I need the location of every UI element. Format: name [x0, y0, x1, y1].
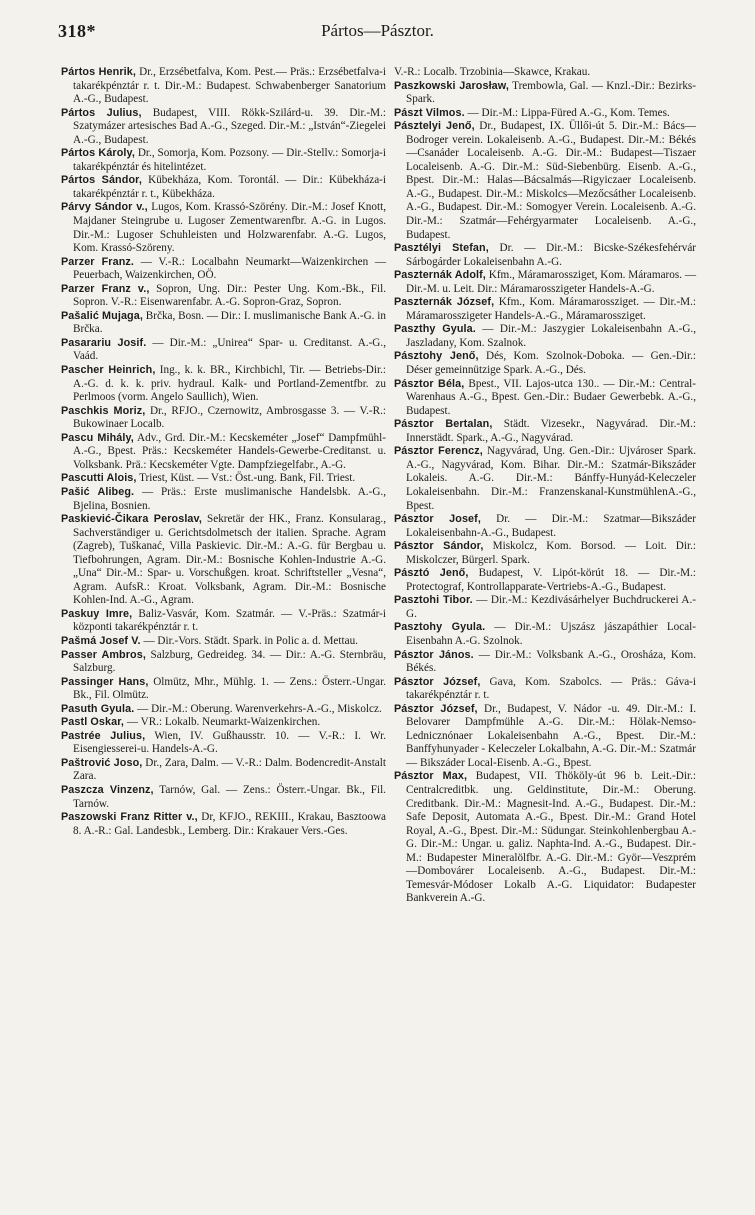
- directory-entry: [394, 594, 696, 621]
- entry-body: Dr., Budapest, IX. Üllői-út 5. Dir.-M.: Bács—Bodroger verein. Lokaleisenb. A.-G., Budapest. Dir.-M.: Békés—Csanáder Localeisenb. A.-G. Dir.-M.: Budapest—Tiszaer Localeisenb. A.-G. Dir.-M.: Süd-Siebenbürg. Eisenb. A.-G., Bpest. Dir.-M.: Halas—Bácsalmás—Rigyiczaer Localeisenb. A.-G., Budapest. Dir.-M.: Miskolcs—Mezőcsáther Localeisenb. A.-G., Budapest. Dir.-M.: Somogyer Verein. Localeisenb. A.-G. Dir.-M.: Szatmár—Fehérgyarmater Localeisenb. A.-G., Budapest.: [406, 120, 696, 241]
- directory-entry: [61, 649, 386, 676]
- directory-entry: [394, 120, 696, 242]
- entry-name: Pásztó Jenő,: [394, 567, 469, 580]
- directory-entry: [61, 784, 386, 811]
- directory-entry: [61, 337, 386, 364]
- entry-name: Pásztelyi Jenő,: [394, 120, 475, 133]
- entry-body: Budapest, V. Lipót-körút 18. — Dir.-M.: Protectograf, Kontrollapparate-Vertriebs-A.-G., Budapest.: [406, 567, 697, 593]
- entry-name: Pascher Heinrich,: [61, 364, 156, 377]
- directory-entry: [394, 269, 696, 296]
- entry-name: Pásztor József,: [394, 702, 478, 715]
- entry-name: Pascutti Alois,: [61, 472, 137, 485]
- directory-entry: [394, 513, 696, 540]
- entry-body: — Dir.-M.: „Unirea“ Spar- u. Creditanst. A.-G., Vaád.: [73, 336, 386, 363]
- entry-body: — Dir.-M.: Oberung. Warenverkehrs-A.-G., Miskolcz.: [137, 702, 382, 715]
- entry-body: Kübekháza, Kom. Torontál. — Dir.: Kübekháza-i takarékpénztár r. t., Kübekháza.: [73, 174, 386, 200]
- entry-body: Triest, Küst. — Vst.: Öst.-ung. Bank, Fil. Triest.: [139, 472, 356, 485]
- entry-name: Pásztor János.: [394, 648, 474, 661]
- directory-entry: [394, 567, 696, 594]
- entry-body: Budapest, VII. Thököly-út 96 b. Leit.-Dir.: Centralcreditbk. ung. Geldinstitute, Dir.-M.: Oberung. Creditbank. Dir.-M.: Magnesit-Ind. A.-G., Budapest. Dir.-M.: Safe Deposit, Automata A.-G., Bpest. Dir.-M.: Grand Hotel Royal, A.-G., Bpest. Dir.-M.: Südungar. Steinkohlenbergbau A.-G. Dir.-M.: Ungar. u. galiz. Naphta-Ind. A.-G., Budapest. Dir.-M.: Budapester Mineralölfbr. A.-G. Dir.-M.: Györ—Veszprém—Dombovárer Localeisenb. A.-G., Budapest. Dir.-M.: Temesvár-Módoser Lokalb A.-G. Liquidator: Budapester Bankverein A.-G.: [406, 770, 696, 905]
- left-column: [61, 66, 386, 838]
- directory-entry: [61, 310, 386, 337]
- entry-name: Pastl Oskar,: [61, 716, 125, 729]
- directory-entry: [394, 107, 696, 121]
- entry-body: Sekretär der HK., Franz. Konsularag., Sachverständiger u. Gerichtsdolmetsch der italien. Sprache. Agram (Zagreb), Tuškanać, Villa Paskievic. Dir.-M.: A.-G. für Bergbau u. Tiefbohrungen, Agram. Dir.-M.: Bosnische Kohlen-Industrie A.-G. „Una“ Dir.-M.: Spar- u. Vorschußgen. kroat. Schriftsteller „Vesna“, Agram. AufsR.: Kroat. Volksbank, Agram. Dir.-M.: Bosnische Kohlen-Ind. A.-G., Agram.: [73, 513, 387, 607]
- directory-entry: [61, 432, 386, 473]
- directory-entry: [61, 811, 386, 838]
- directory-entry: [61, 201, 386, 255]
- entry-name: Passinger Hans,: [61, 675, 149, 688]
- directory-entry: [61, 364, 386, 405]
- entry-body: Dés, Kom. Szolnok-Doboka. — Gen.-Dir.: Déser gemeinnützige Spark. A.-G., Dés.: [406, 350, 697, 377]
- directory-entry: [394, 703, 696, 771]
- directory-entry: [61, 472, 386, 486]
- entry-name: Pártos Henrik,: [61, 66, 136, 78]
- entry-name: Párvy Sándor v.,: [61, 201, 148, 214]
- directory-entry: [61, 513, 386, 608]
- entry-body: — Dir.-M.: Lippa-Füred A.-G., Kom. Temes.: [467, 106, 670, 119]
- entry-name: Paszowski Franz Ritter v.,: [61, 811, 198, 824]
- entry-name: Paschkis Moriz,: [61, 404, 146, 417]
- entry-body: Dr, KFJO., REKIII., Krakau, Basztoowa 8. A.-R.: Gal. Landesbk., Lemberg. Dir.: Krakauer Vers.-Ges.: [73, 811, 387, 837]
- entry-body: Bpest., VII. Lajos-utca 130.. — Dir.-M.: Central-Warenhaus A.-G., Bpest. Gen.-Dir.: Budaer Gewerbebk. A.-G., Budapest.: [406, 377, 696, 417]
- entry-body: Nagyvárad, Ung. Gen.-Dir.: Ujvároser Spark. A.-G., Nagyvárad, Kom. Bihar. Dir.-M.: Szatmár-Bikszáder Lokaleis. A.-G. Dir.-M.: Bánffy-Hunyád-Keleczeler Lokaleisenbahn. Dir.-M.: Franzenskanal-KunstmühlenA.-G., Bpest.: [406, 445, 697, 512]
- entry-name: Pásztor Ferencz,: [394, 445, 483, 458]
- entry-name: Pasuth Gyula.: [61, 702, 135, 715]
- directory-entry: [61, 283, 386, 310]
- page-number: 318*: [58, 21, 96, 41]
- entry-name: Pásztor Bertalan,: [394, 418, 493, 431]
- entry-name: Pasztohy Gyula.: [394, 621, 486, 634]
- directory-entry: [394, 418, 696, 445]
- entry-name: Paszternák József,: [394, 296, 495, 309]
- entry-body: Baliz-Vasvár, Kom. Szatmár. — V.-Präs.: Szatmár-i központi takarékpénztár r. t.: [73, 607, 386, 634]
- entry-name: Pásztor Béla,: [394, 377, 465, 390]
- running-title: Pártos—Pásztor.: [321, 21, 434, 40]
- directory-entry: [394, 676, 696, 703]
- entry-body: Trembowla, Gal. — Knzl.-Dir.: Bezirks-Spark.: [406, 79, 696, 106]
- directory-entry: [394, 649, 696, 676]
- entry-name: Pascu Mihály,: [61, 431, 134, 444]
- directory-entry: [61, 486, 386, 513]
- directory-entry: [394, 242, 696, 269]
- directory-entry: [394, 378, 696, 419]
- entry-name: Pártos Károly,: [61, 147, 135, 160]
- entry-name: Parzer Franz v.,: [61, 282, 150, 295]
- directory-entry: [394, 80, 696, 107]
- entry-body: Adv., Grd. Dir.-M.: Kecskeméter „Josef“ Dampfmühl-A.-G., Bpest. Präs.: Kecskeméter Handels-Gewerbe-Creditanst. u. Volksbank. Prä.: Kecskeméter Vgte. Dampfziegelfabr., A.-G.: [73, 431, 386, 471]
- entry-body: Dr. — Dir.-M.: Szatmar—Bikszáder Lokaleisenbahn-A.-G., Budapest.: [406, 513, 697, 539]
- entry-body: — Dir.-M.: Volksbank A.-G., Orosháza, Kom. Békés.: [406, 648, 697, 675]
- entry-body: Dr. — Dir.-M.: Bicske-Székesfehérvár Sárbogárder Lokaleisenbahn A.-G.: [406, 242, 697, 268]
- entry-body: V.-R.: Localb. Trzobinia—Skawce, Krakau.: [394, 66, 591, 78]
- entry-body: Budapest, VIII. Rökk-Szilárd-u. 39. Dir.-M.: Szatymázer artesisches Bad A.-G., Szeged. Dir.-M.: „István“-Ziegelei A.-G., Budapest.: [73, 106, 387, 146]
- entry-body: Ing., k. k. BR., Kirchbichl, Tir. — Betriebs-Dir.: A.-G. d. k. k. priv. hydraul. Kalk- und Portland-Zementfbr. zu Perlmoos (vorm. Angelo Saullich), Wien.: [73, 364, 387, 404]
- entry-body: Dr., Erzsébetfalva, Kom. Pest.— Präs.: Erzsébetfalva-i takarékpénztár r. t. Dir.-M.: Budapest. Schwabenberger Sanatorium A.-G., Budapest.: [73, 66, 387, 106]
- entry-name: Paštrović Joso,: [61, 756, 143, 769]
- entry-body: Salzburg, Gedreideg. 34. — Dir.: A.-G. Sternbräu, Salzburg.: [73, 648, 387, 675]
- entry-name: Pásztor Max,: [394, 770, 468, 783]
- entry-body: Tarnów, Gal. — Zens.: Österr.-Ungar. Bk., Fil. Tarnów.: [73, 783, 386, 810]
- directory-entry: [61, 174, 386, 201]
- directory-entry: [61, 405, 386, 432]
- directory-entry: [394, 540, 696, 567]
- entry-body: — Dir.-M.: Ujszász jászapáthier Local-Eisenbahn A.-G. Szolnok.: [406, 621, 697, 647]
- directory-entry: [61, 635, 386, 649]
- directory-entry: [61, 256, 386, 283]
- entry-name: Pastrée Julius,: [61, 729, 146, 742]
- entry-name: Paszcza Vinzenz,: [61, 783, 154, 796]
- entry-body: Dr., Zara, Dalm. — V.-R.: Dalm. Bodencredit-Anstalt Zara.: [73, 756, 386, 783]
- entry-name: Pasztohi Tibor.: [394, 594, 473, 607]
- directory-entry: [61, 66, 386, 107]
- entry-name: Paszthy Gyula.: [394, 323, 476, 336]
- entry-name: Pártos Julius,: [61, 106, 142, 119]
- entry-name: Pásztor Josef,: [394, 513, 481, 526]
- directory-entry: [394, 770, 696, 905]
- directory-entry: [61, 703, 386, 717]
- entry-body: Brčka, Bosn. — Dir.: I. muslimanische Bank A.-G. in Brčka.: [73, 309, 386, 336]
- entry-body: — Dir.-Vors. Städt. Spark. in Polic a. d. Mettau.: [143, 634, 358, 647]
- directory-entry: [394, 66, 696, 80]
- entry-name: Pašić Alibeg.: [61, 485, 135, 498]
- directory-entry: [61, 676, 386, 703]
- directory-entry: [61, 757, 386, 784]
- entry-body: Kfm., Kom. Máramarossziget. — Dir.-M.: Máramarosszigeter Handels-A.-G., Máramarossziget.: [406, 296, 697, 322]
- entry-body: Sopron, Ung. Dir.: Pester Ung. Kom.-Bk., Fil. Sopron. V.-R.: Eisenwarenfabr. A.-G. Sopron-Graz, Sopron.: [73, 282, 386, 309]
- entry-name: Passer Ambros,: [61, 648, 146, 661]
- entry-body: Dr., Somorja, Kom. Pozsony. — Dir.-Stellv.: Somorja-i takarékpénztár és hitelintézet.: [73, 147, 386, 173]
- page-header: [0, 0, 755, 60]
- directory-entry: [61, 608, 386, 635]
- entry-name: Pásztohy Jenő,: [394, 350, 479, 363]
- entry-name: Pašalić Mujaga,: [61, 309, 143, 322]
- directory-entry: [394, 445, 696, 513]
- entry-name: Pásztor Sándor,: [394, 540, 484, 553]
- entry-name: Pártos Sándor,: [61, 174, 142, 187]
- entry-body: — VR.: Lokalb. Neumarkt-Waizenkirchen.: [126, 716, 321, 729]
- entry-name: Pasarariu Josif.: [61, 336, 147, 349]
- directory-entry: [61, 107, 386, 148]
- entry-name: Pašmá Josef V.: [61, 634, 141, 647]
- entry-body: Dr., RFJO., Czernowitz, Ambrosgasse 3. — V.-R.: Bukowinaer Localb.: [73, 404, 387, 431]
- entry-name: Parzer Franz.: [61, 255, 134, 268]
- entry-name: Paszkowski Jarosław,: [394, 79, 509, 92]
- entry-name: Paszternák Adolf,: [394, 269, 486, 282]
- entry-body: — Präs.: Erste muslimanische Handelsbk. A.-G., Bjelina, Bosnien.: [73, 485, 387, 512]
- entry-body: Lugos, Kom. Krassó-Szörény. Dir.-M.: Josef Knott, Majdaner Steingrube u. Lugoser Zementwarenfbr. A.-G. in Lugos. Dir.-M.: Lugoser Schuhleisten und Holzwarenfabr. A.-G. Lugos, Kom. Krassó-Szöreny.: [73, 201, 386, 255]
- entry-name: Pászt Vilmos.: [394, 106, 465, 119]
- directory-entry: [61, 730, 386, 757]
- entry-body: — Dir.-M.: Jaszygier Lokaleisenbahn A.-G., Jaszladany, Kom. Szalnok.: [406, 323, 697, 349]
- directory-entry: [61, 147, 386, 174]
- directory-entry: [394, 296, 696, 323]
- directory-entry: [61, 716, 386, 730]
- entry-body: — Dir.-M.: Kezdivásárhelyer Buchdruckerei A.-G.: [406, 594, 697, 620]
- directory-entry: [394, 323, 696, 350]
- entry-name: Pasztélyi Stefan,: [394, 242, 489, 255]
- entry-name: Paskiević-Čikara Peroslav,: [61, 513, 202, 526]
- entry-body: Kfm., Máramarossziget, Kom. Máramaros. — Dir.-M. u. Leit. Dir.: Máramarosszigeter Handels-A.-G.: [406, 269, 697, 295]
- entry-body: Dr., Budapest, V. Nádor -u. 49. Dir.-M.: I. Belovarer Dampfmühle A.-G. Dir.-M.: Hölak-Nemso-Lednicznónaer Lokaleisenbahn A.-G., Bpest. Dir.-M.: Banffyhunyader - Keleczeler Lokalbahn, A.-G. Dir.-M.: Szatmár — Bikszáder Local-Eisenb. A.-G., Bpest.: [406, 702, 697, 769]
- entry-body: Gava, Kom. Szabolcs. — Präs.: Gáva-i takarékpénztár r. t.: [406, 675, 697, 702]
- entry-name: Paskuy Imre,: [61, 607, 133, 620]
- entry-body: Wien, IV. Gußhausstr. 10. — V.-R.: I. Wr. Eisengiesserei-u. Handels-A.-G.: [73, 729, 387, 756]
- entry-body: Städt. Vizesekr., Nagyvárad. Dir.-M.: Innerstädt. Spark., A.-G., Nagyvárad.: [406, 418, 697, 444]
- right-column: [394, 66, 696, 906]
- directory-entry: [394, 621, 696, 648]
- entry-body: Miskolcz, Kom. Borsod. — Loit. Dir.: Miskolczer, Bürgerl. Spark.: [406, 540, 696, 566]
- directory-entry: [394, 350, 696, 377]
- entry-body: Olmütz, Mhr., Mühlg. 1. — Zens.: Österr.-Ungar. Bk., Fil. Olmütz.: [73, 675, 387, 702]
- entry-body: — V.-R.: Localbahn Neumarkt—Waizenkirchen — Peuerbach, Waizenkirchen, OÖ.: [73, 255, 387, 282]
- entry-name: Pásztor József,: [394, 675, 481, 688]
